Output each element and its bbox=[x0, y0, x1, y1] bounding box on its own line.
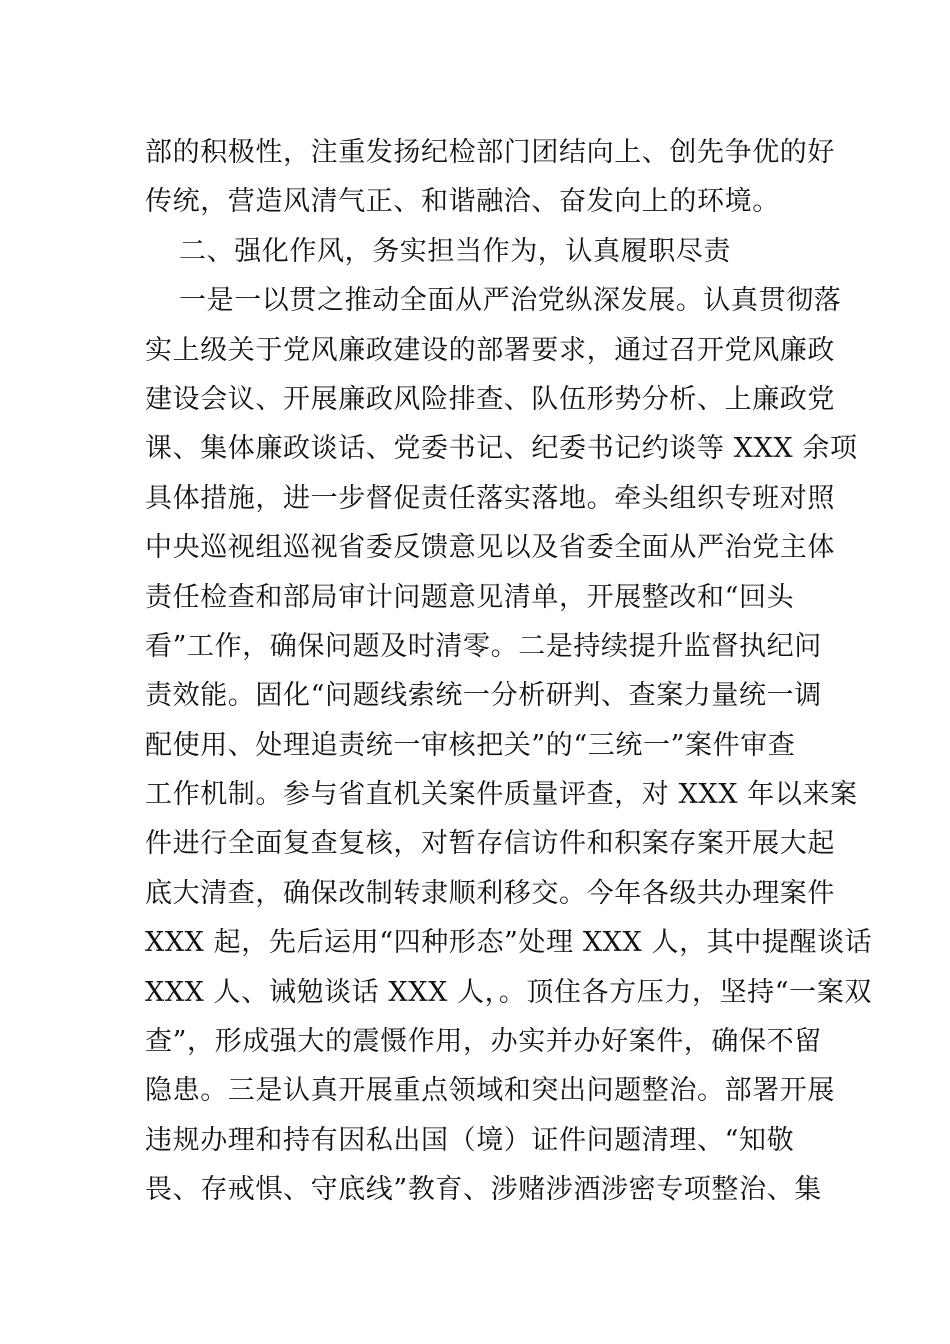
text-line: XXX 起，先后运用“四种形态”处理 XXX 人，其中提醒谈话 bbox=[145, 927, 873, 959]
text-line: 查”，形成强大的震慑作用，办实并办好案件，确保不留 bbox=[145, 1026, 822, 1058]
text-line: 责效能。固化“问题线索统一分析研判、查案力量统一调 bbox=[145, 680, 822, 712]
text-line: XXX 人、诫勉谈话 XXX 人，。顶住各方压力，坚持“一案双 bbox=[145, 976, 872, 1008]
text-line: 看”工作，确保问题及时清零。二是持续提升监督执纪问 bbox=[145, 630, 822, 662]
text-line: 课、集体廉政谈话、党委书记、纪委书记约谈等 XXX 余项 bbox=[145, 433, 858, 465]
text-line: 具体措施，进一步督促责任落实落地。牵头组织专班对照 bbox=[145, 482, 835, 514]
text-line: 畏、存戒惧、守底线”教育、涉赌涉酒涉密专项整治、集 bbox=[145, 1174, 822, 1206]
text-line: 隐患。三是认真开展重点领域和突出问题整治。部署开展 bbox=[145, 1075, 835, 1107]
text-line: 配使用、处理追责统一审核把关”的“三统一”案件审查 bbox=[145, 729, 796, 761]
paragraph-first-line: 一是一以贯之推动全面从严治党纵深发展。认真贯彻落 bbox=[179, 285, 842, 317]
text-line: 责任检查和部局审计问题意见清单，开展整改和“回头 bbox=[145, 581, 795, 613]
body-text bbox=[145, 128, 873, 1215]
text-line: 建设会议、开展廉政风险排查、队伍形势分析、上廉政党 bbox=[145, 383, 835, 415]
text-line: 底大清查，确保改制转隶顺利移交。今年各级共办理案件 bbox=[145, 877, 835, 909]
text-line: 中央巡视组巡视省委反馈意见以及省委全面从严治党主体 bbox=[145, 532, 835, 564]
section-heading: 二、强化作风，务实担当作为，认真履职尽责 bbox=[179, 235, 731, 267]
text-line: 部的积极性，注重发扬纪检部门团结向上、创先争优的好 bbox=[145, 137, 835, 168]
text-line: 实上级关于党风廉政建设的部署要求，通过召开党风廉政 bbox=[145, 334, 835, 366]
text-line: 违规办理和持有因私出国（境）证件问题清理、“知敬 bbox=[145, 1124, 795, 1156]
text-line: 工作机制。参与省直机关案件质量评查，对 XXX 年以来案 bbox=[145, 779, 858, 811]
text-line: 件进行全面复查复核，对暂存信访件和积案存案开展大起 bbox=[145, 828, 835, 860]
text-line: 传统，营造风清气正、和谐融洽、奋发向上的环境。 bbox=[145, 186, 780, 218]
